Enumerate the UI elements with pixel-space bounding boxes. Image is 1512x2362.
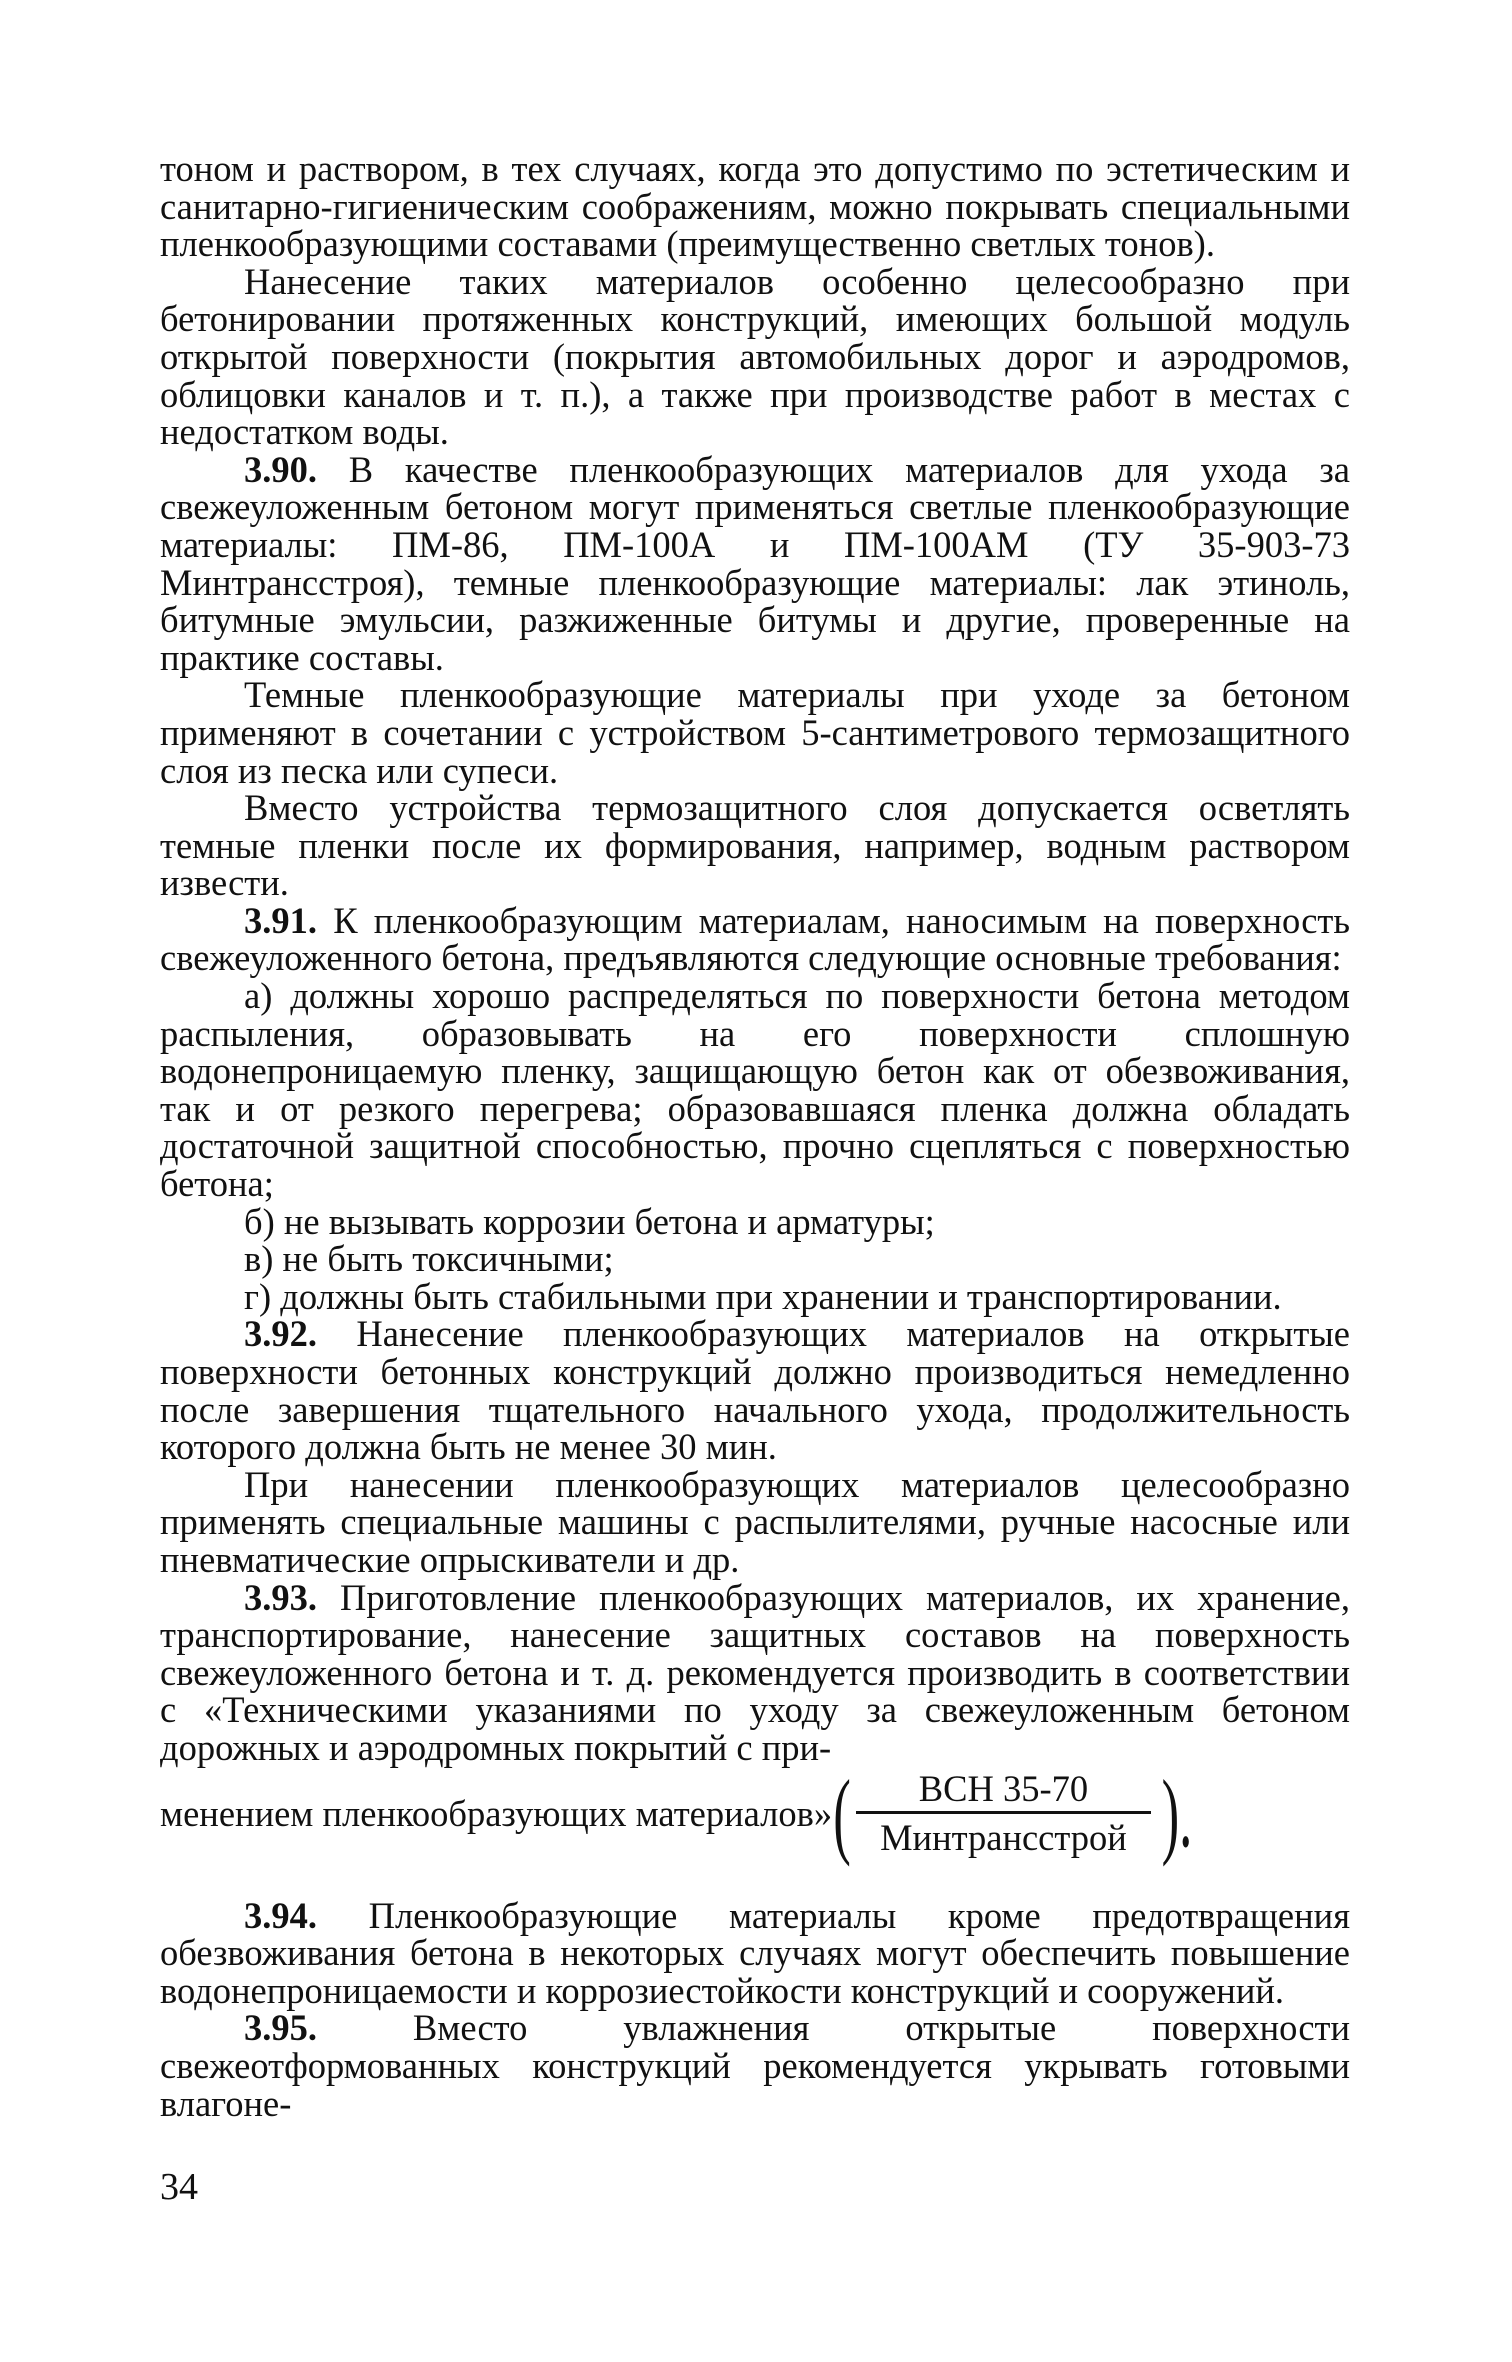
list-item-g: г) должны быть стабильными при хранении и транспортировании. bbox=[244, 1275, 1282, 1317]
list-item-v: в) не быть токсичными; bbox=[244, 1238, 614, 1280]
document-body bbox=[160, 150, 1350, 2122]
list-item-a: а) должны хорошо распределяться по поверхности бетона методом распыления, образовывать на его поверхности сплошную водонепроницаемую пленку, защищающую бетон как от обезвоживания, так и от резкого перегрева; образовавшаяся пленка должна обладать достаточной защитной способностью, прочно сцепляться с поверхностью бетона; bbox=[160, 975, 1350, 1205]
issuing-authority: Минтрансстрой bbox=[880, 1817, 1127, 1859]
paragraph-text: В качестве пленкообразующих материалов для ухода за свежеуложенным бетоном могут применяться светлые пленкообразующие материалы: ПМ-86, ПМ-100А и ПМ-100АМ (ТУ 35-903-73 Минтрансстроя), темные пленкообразующие материалы: лак этиноль, битумные эмульсии, разжиженные битумы и другие, проверенные на практике составы. bbox=[160, 448, 1351, 678]
paragraph-text: Пленкообразующие материалы кроме предотвращения обезвоживания бетона в некоторых случаях могут обеспечить повышение водонепроницаемости и коррозиестойкости конструкций и сооружений. bbox=[160, 1894, 1350, 2011]
open-parenthesis: ( bbox=[833, 1759, 851, 1867]
section-number: 3.94. bbox=[244, 1894, 317, 1936]
paragraph-text: К пленкообразующим материалам, наносимым на поверхность свежеуложенного бетона, предъявляются следующие основные требования: bbox=[160, 899, 1351, 979]
paragraph-text: Приготовление пленкообразующих материалов, их хранение, транспортирование, нанесение защитных составов на поверхность свежеуложенного бетона и т. д. рекомендуется производить в соответствии с «Техническими указаниями по уходу за свежеуложенным бетоном дорожных и аэродромных покрытий с при- bbox=[160, 1576, 1351, 1768]
section-number: 3.95. bbox=[244, 2007, 317, 2049]
paragraph-lightening: Вместо устройства термозащитного слоя допускается осветлять темные пленки после их формирования, например, водным раствором извести. bbox=[160, 787, 1350, 904]
paragraph-text-end: менением пленкообразующих материалов» bbox=[160, 1792, 833, 1834]
section-number: 3.91. bbox=[244, 899, 317, 941]
paragraph-text: Вместо увлажнения открытые поверхности свежеотформованных конструкций рекомендуется укрывать готовыми влагоне- bbox=[160, 2007, 1351, 2124]
paragraph-text: Нанесение пленкообразующих материалов на открытые поверхности бетонных конструкций должно производиться немедленно после завершения тщательного начального ухода, продолжительность которого должна быть не менее 30 мин. bbox=[160, 1313, 1350, 1468]
paragraph-machines: При нанесении пленкообразующих материалов целесообразно применять специальные машины с распылителями, ручные насосные или пневматические опрыскиватели и др. bbox=[160, 1463, 1350, 1580]
list-item-b: б) не вызывать коррозии бетона и арматуры; bbox=[244, 1200, 935, 1242]
standard-fraction bbox=[856, 1768, 1151, 1859]
standard-code: ВСН 35-70 bbox=[918, 1768, 1089, 1810]
section-number: 3.90. bbox=[244, 448, 317, 490]
paragraph-3-95 bbox=[160, 2009, 1350, 2122]
paragraph-3-91 bbox=[160, 899, 1351, 979]
paragraph-3-94 bbox=[160, 1894, 1350, 2011]
paragraph-3-93 bbox=[160, 1576, 1351, 1768]
paragraph-application: Нанесение таких материалов особенно целесообразно при бетонировании протяженных конструкций, имеющих большой модуль открытой поверхности (покрытия автомобильных дорог и аэродромов, облицовки каналов и т. п.), а также при производстве работ в местах с недостатком воды. bbox=[160, 260, 1350, 453]
close-parenthesis: ). bbox=[1161, 1759, 1193, 1867]
paragraph-dark-materials: Темные пленкообразующие материалы при уходе за бетоном применяют в сочетании с устройством 5-сантиметрового термозащитного слоя из песка или супеси. bbox=[160, 674, 1350, 791]
section-number: 3.92. bbox=[244, 1313, 317, 1355]
paragraph-continuation: тоном и раствором, в тех случаях, когда это допустимо по эстетическим и санитарно-гигиеническим соображениям, можно покрывать специальными пленкообразующими составами (преимущественно светлых тонов). bbox=[160, 148, 1350, 265]
paragraph-3-90 bbox=[160, 448, 1351, 678]
page-number: 34 bbox=[160, 2166, 198, 2208]
paragraph-3-92 bbox=[160, 1313, 1350, 1468]
reference-formula-line bbox=[160, 1759, 1350, 1867]
section-number: 3.93. bbox=[244, 1576, 317, 1618]
